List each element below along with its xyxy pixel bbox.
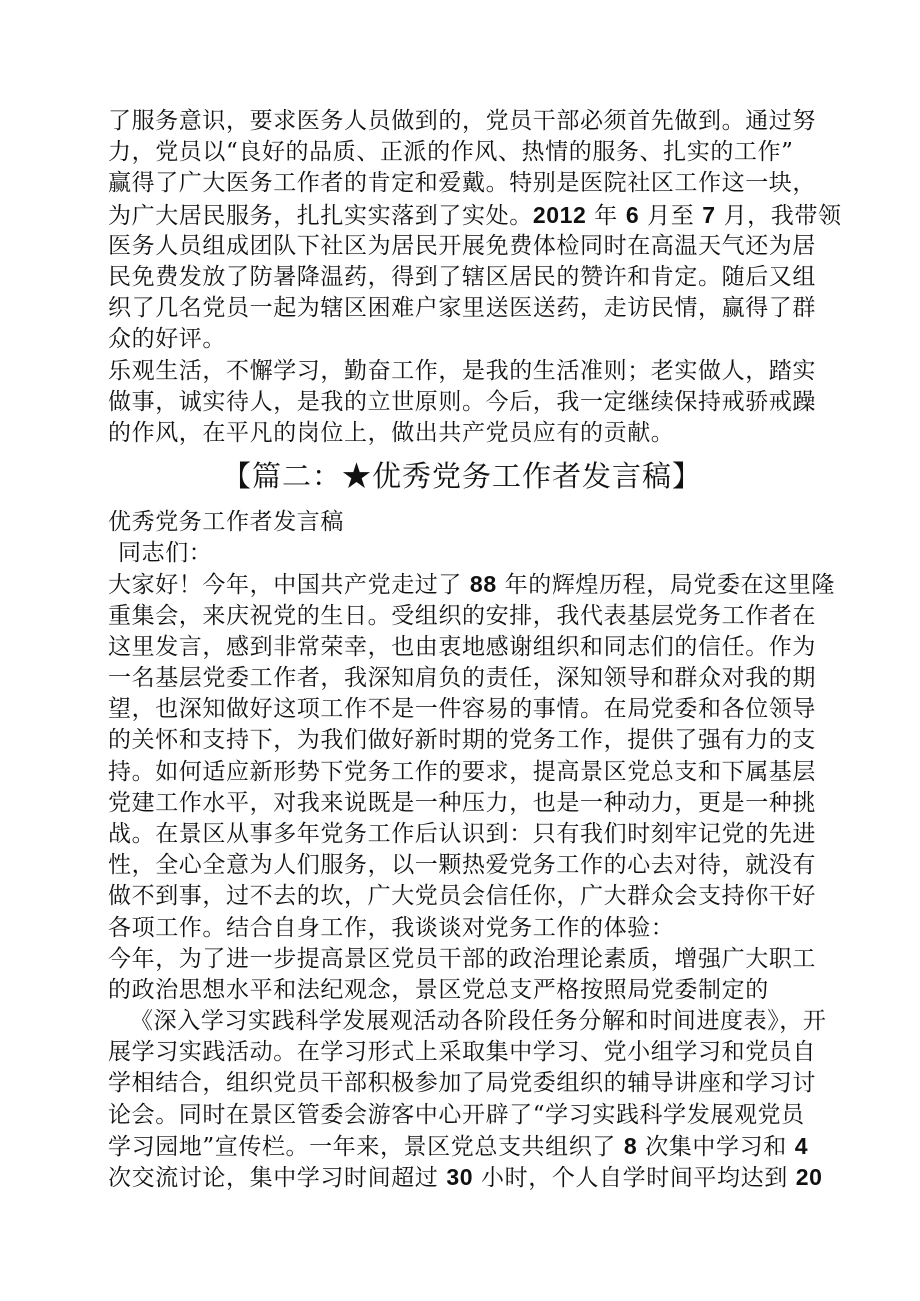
text-line: 的政治思想水平和法纪观念，景区党总支严格按照局党委制定的 [108, 976, 769, 1003]
text-line: 《深入学习实践科学发展观活动各阶段任务分解和时间进度表》，开 [130, 1008, 827, 1035]
text-line: 望，也深知做好这项工作不是一件容易的事情。在局党委和各位领导 [108, 696, 816, 723]
text-line: 力，党员以“良好的品质、正派的作风、热情的服务、扎实的工作” [108, 139, 794, 166]
text-line: 这里发言，感到非常荣幸，也由衷地感谢组织和同志们的信任。作为 [108, 633, 816, 660]
section-heading: 【篇二：★优秀党务工作者发言稿】 [221, 459, 702, 494]
subtitle: 优秀党务工作者发言稿 [108, 509, 344, 536]
text-span: 月，我带领 [715, 202, 842, 229]
document-page [108, 106, 842, 1193]
text-line: 各项工作。结合自身工作，我谈谈对党务工作的体验： [108, 914, 675, 941]
text-span: 为广大居民服务，扎扎实实落到了实处。 [108, 202, 533, 229]
text-span: 次集中学习和 [637, 1133, 795, 1160]
count-number: 4 [794, 1132, 809, 1159]
hours-number: 30 [446, 1164, 474, 1190]
text-line: 展学习实践活动。在学习形式上采取集中学习、党小组学习和党员自 [108, 1039, 816, 1066]
text-span: 大家好！今年，中国共产党走过了 [108, 572, 470, 599]
text-line [108, 569, 836, 600]
text-span: 次交流讨论，集中学习时间超过 [108, 1165, 447, 1191]
text-span: 年 [586, 202, 626, 229]
year-number: 2012 [532, 201, 587, 228]
text-line: 的关怀和支持下，为我们做好新时期的党务工作，提供了强有力的支 [108, 727, 816, 754]
text-line: 赢得了广大医务工作者的肯定和爱戴。特别是医院社区工作这一块， [108, 170, 816, 197]
text-line: 今年，为了进一步提高景区党员干部的政治理论素质，增强广大职工 [108, 945, 816, 972]
text-line: 民免费发放了防暑降温药，得到了辖区居民的赞许和肯定。随后又组 [108, 263, 816, 290]
hours-number: 20 [795, 1164, 823, 1190]
text-line: 战。在景区从事多年党务工作后认识到：只有我们时刻牢记党的先进 [108, 820, 816, 847]
text-line: 持。如何适应新形势下党务工作的要求，提高景区党总支和下属基层 [108, 758, 816, 785]
text-line: 的作风，在平凡的岗位上，做出共产党员应有的贡献。 [108, 419, 675, 446]
text-line: 学相结合，组织党员干部积极参加了局党委组织的辅导讲座和学习讨 [108, 1070, 816, 1097]
count-number: 8 [623, 1132, 638, 1159]
month-number: 6 [625, 201, 640, 228]
text-span: 月至 [639, 202, 703, 229]
text-line: 党建工作水平，对我来说既是一种压力，也是一种动力，更是一种挑 [108, 789, 816, 816]
text-line: 论会。同时在景区管委会游客中心开辟了“学习实践科学发展观党员 [108, 1101, 805, 1128]
text-line: 了服务意识，要求医务人员做到的，党员干部必须首先做到。通过努 [108, 108, 816, 134]
month-number: 7 [702, 201, 716, 228]
salutation: 同志们： [118, 540, 213, 567]
text-line: 性，全心全意为人们服务，以一颗热爱党务工作的心去对待，就没有 [108, 852, 816, 879]
text-span: 小时，个人自学时间平均达到 [473, 1165, 796, 1191]
text-line [108, 1162, 823, 1193]
text-line: 乐观生活，不懈学习，勤奋工作，是我的生活准则；老实做人，踏实 [108, 357, 816, 384]
text-line: 一名基层党委工作者，我深知肩负的责任，深知领导和群众对我的期 [108, 665, 816, 691]
text-line: 众的好评。 [108, 326, 226, 353]
text-line: 织了几名党员一起为辖区困难户家里送医送药，走访民情，赢得了群 [108, 295, 816, 322]
text-line [108, 200, 842, 231]
text-line: 医务人员组成团队下社区为居民开展免费体检同时在高温天气还为居 [108, 232, 816, 259]
text-line: 做不到事，过不去的坎，广大党员会信任你，广大群众会支持你干好 [108, 883, 816, 910]
text-span: 学习园地”宣传栏。一年来，景区党总支共组织了 [108, 1133, 624, 1160]
text-line: 重集会，来庆祝党的生日。受组织的安排，我代表基层党务工作者在 [108, 602, 816, 629]
text-line [108, 1131, 816, 1162]
years-number: 88 [469, 571, 497, 598]
text-span: 年的辉煌历程，局党委在这里隆 [496, 572, 836, 599]
text-line: 做事，诚实待人，是我的立世原则。今后，我一定继续保持戒骄戒躁 [108, 388, 816, 415]
